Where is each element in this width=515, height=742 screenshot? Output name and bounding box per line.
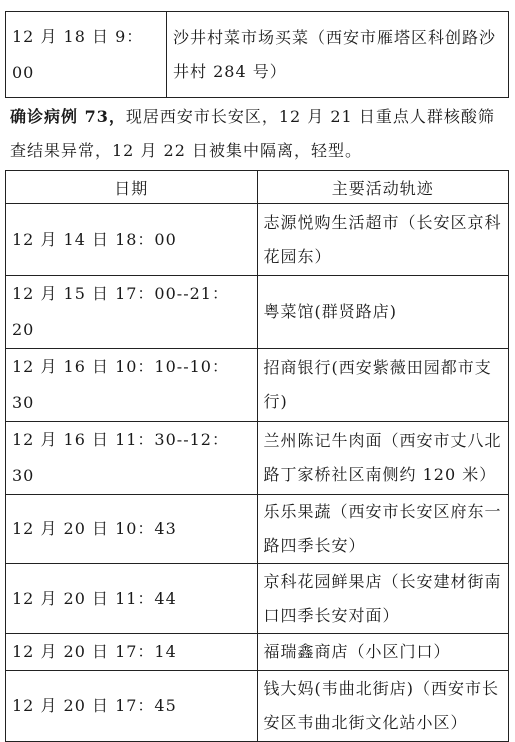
activity-cell: 福瑞鑫商店（小区门口） <box>257 634 509 671</box>
table-row <box>6 634 509 671</box>
table-row <box>6 564 509 634</box>
date-cell: 12 月 16 日 10：10--10：30 <box>6 349 258 422</box>
activity-cell: 京科花园鲜果店（长安建材街南口四季长安对面） <box>257 564 509 634</box>
table-row <box>6 12 509 98</box>
activity-cell: 沙井村菜市场买菜（西安市雁塔区科创路沙井村 284 号） <box>167 12 509 98</box>
previous-case-table <box>5 11 509 98</box>
date-cell: 12 月 20 日 17：45 <box>6 671 258 742</box>
activity-cell: 乐乐果蔬（西安市长安区府东一路四季长安） <box>257 495 509 564</box>
activity-column-header: 主要活动轨迹 <box>257 171 509 204</box>
date-cell: 12 月 18 日 9：00 <box>6 12 167 98</box>
case-label: 确诊病例 73， <box>10 107 126 126</box>
table-row <box>6 422 509 495</box>
table-row <box>6 276 509 349</box>
date-cell: 12 月 14 日 18：00 <box>6 204 258 276</box>
date-cell: 12 月 16 日 11：30--12：30 <box>6 422 258 495</box>
activity-cell: 招商银行(西安紫薇田园都市支行) <box>257 349 509 422</box>
table-row <box>6 671 509 742</box>
date-column-header: 日期 <box>6 171 258 204</box>
table-row <box>6 349 509 422</box>
table-header-row <box>6 171 509 204</box>
activity-trajectory-table <box>5 170 509 742</box>
table-row <box>6 204 509 276</box>
activity-cell: 粤菜馆(群贤路店) <box>257 276 509 349</box>
activity-cell: 志源悦购生活超市（长安区京科花园东） <box>257 204 509 276</box>
date-cell: 12 月 15 日 17：00--21：20 <box>6 276 258 349</box>
table-row <box>6 495 509 564</box>
date-cell: 12 月 20 日 17：14 <box>6 634 258 671</box>
case-description <box>10 100 506 168</box>
case-text: 现居西安市长安区，12 月 21 日重点人群核酸筛查结果异常，12 月 22 日被集中隔离，轻型。 <box>10 107 495 160</box>
date-cell: 12 月 20 日 10：43 <box>6 495 258 564</box>
activity-cell: 钱大妈(韦曲北街店)（西安市长安区韦曲北街文化站小区） <box>257 671 509 742</box>
date-cell: 12 月 20 日 11：44 <box>6 564 258 634</box>
activity-cell: 兰州陈记牛肉面（西安市丈八北路丁家桥社区南侧约 120 米） <box>257 422 509 495</box>
